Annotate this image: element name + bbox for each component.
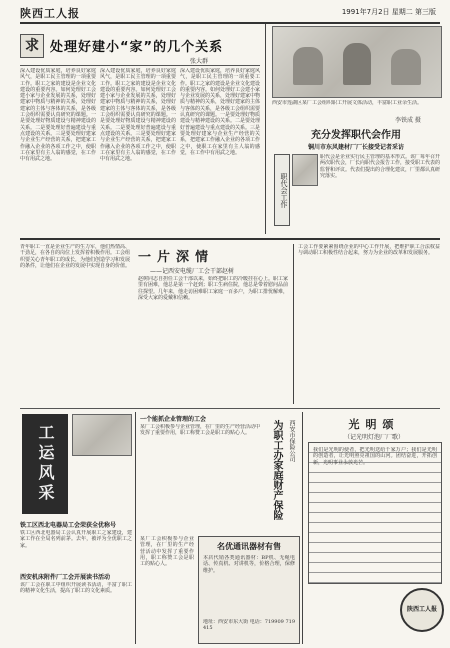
column-rule <box>293 244 294 404</box>
lead-byline: 张大群 <box>190 58 209 65</box>
portrait-photo <box>292 154 318 186</box>
ad-body: 本店代销各类通讯器材：BP机、无绳电话、传真机、对讲机等，价格合理，保修维护。 <box>203 555 295 574</box>
section-divider <box>20 238 440 240</box>
lead-kicker-badge: 求 <box>20 34 44 58</box>
middle-right-body: 工会工作要紧紧围绕企业的中心工作开展，把维护职工合法权益与调动职工积极性结合起来，努力为企业的改革和发展服务。 <box>298 244 440 257</box>
date-line: 1991年7月2日 星期二 第三版 <box>341 8 436 16</box>
feature-subtitle: ——记西安电缆厂工会干部赵树 <box>150 268 235 275</box>
photo-figure <box>293 47 323 85</box>
song-lyrics: 我们是光明的使者，把光明送给千家万户；我们是光明的创造者，让光明照亮祖国的山河。团结奋进，开拓创新，光明事业永放光芒。 <box>313 447 437 466</box>
feature-body: 赵树同志自担任工会干部以来，始终把职工的冷暖挂在心上。职工家里有困难，他总是第一个赶到；职工生病住院，他总是带着慰问品前往探望。几年来，他走访困难职工家庭一百多户，为职工排忧解难，深受大家的爱戴和信赖。 <box>138 276 288 301</box>
lead-headline: 处理好建小“家”的几个关系 <box>50 40 224 55</box>
right-subhead: 铜川市东风建材厂厂长接受记者采访 <box>307 144 404 151</box>
lead-body-col1: 深入建设优质家庭，培养良好家庭风气，是职工民主管理的一项重要工作。职工之家的建设是企业文化建设的重要内容。如何处理好工会建小家与企业发展的关系，处理好建家中物质与精神的关系，处理好建家的主体与客体的关系，是各级工会组织需要认真研究的课题。一是要处理好物质建设与精神建设的关系。二是要处理好普遍建设与重点建设的关系。三是要处理好建家与企业生产经营的关系，把建家工作融入企业的各项工作之中，使职工在家里有主人翁的感觉，在工作中有用武之地。 <box>20 68 96 163</box>
photo-figure <box>343 43 371 85</box>
bottom-left-headline-b: 西安机床附件厂工会开展读书活动 <box>20 574 111 581</box>
bottom-middle-body-2: 某厂工会积极参与企业管理，在厂里的生产经营活动中发挥了重要作用，职工称赞工会是职工的贴心人。 <box>140 536 194 568</box>
music-score <box>308 442 442 584</box>
divider <box>20 65 260 66</box>
section-divider <box>20 408 440 409</box>
right-body: 职代会是企业实行民主管理的基本形式。该厂每年召开两次职代会，厂长向职代会报告工作，接受职工代表的监督和评议。代表们提出的合理化建议，厂里都认真研究落实。 <box>320 154 440 179</box>
section-label: 职代会工作 <box>274 154 290 226</box>
bottom-left-body-b: 该厂工会在职工中组织开展读书活动，丰富了职工的精神文化生活，提高了职工的文化素质。 <box>20 582 132 595</box>
feature-title-area <box>138 244 288 266</box>
column-rule <box>265 24 266 234</box>
song-subtitle: （记光明灯泡厂厂歌） <box>343 434 404 441</box>
feature-title: 一片深情 <box>138 250 215 265</box>
photo-figure <box>391 49 421 85</box>
newspaper-seal: 陕西工人报 <box>400 588 444 632</box>
song-title: 光明颂 <box>348 418 400 431</box>
column-rule <box>135 412 136 644</box>
middle-left-body: 青年职工一直是企业生产的生力军，他们热情高、干劲足，在各自的岗位上发挥着积极作用。工会组织要关心青年职工的成长，为他们创造学习和发展的条件，让他们在企业的发展中实现自身的价值。 <box>20 244 130 269</box>
photo-caption: 西安市莲湖区某厂工会组织职工开展文体活动，丰富职工业余生活。 <box>272 100 423 106</box>
small-photo <box>72 414 132 456</box>
news-photo <box>272 26 442 98</box>
bottom-middle-headline: 一个能抓企业管理的工会 <box>140 416 207 423</box>
vertical-headline: 为职工办家庭财产保险 <box>271 420 282 520</box>
lead-body-col3: 深入建设优质家庭，培养良好家庭风气，是职工民主管理的一项重要工作。职工之家的建设是企业文化建设的重要内容。如何处理好工会建小家与企业发展的关系，处理好建家中物质与精神的关系，处理好建家的主体与客体的关系，是各级工会组织需要认真研究的课题。一是要处理好物质建设与精神建设的关系。二是要处理好普遍建设与重点建设的关系。三是要处理好建家与企业生产经营的关系，把建家工作融入企业的各项工作之中，使职工在家里有主人翁的感觉，在工作中有用武之地。 <box>180 68 260 156</box>
ad-contact: 地址：西安市东大街 电话：719909 719415 <box>203 619 295 632</box>
lead-body-col2: 深入建设优质家庭，培养良好家庭风气，是职工民主管理的一项重要工作。职工之家的建设是企业文化建设的重要内容。如何处理好工会建小家与企业发展的关系，处理好建家中物质与精神的关系，处理好建家的主体与客体的关系，是各级工会组织需要认真研究的课题。一是要处理好物质建设与精神建设的关系。二是要处理好普遍建设与重点建设的关系。三是要处理好建家与企业生产经营的关系，把建家工作融入企业的各项工作之中，使职工在家里有主人翁的感觉，在工作中有用武之地。 <box>100 68 176 163</box>
masthead <box>20 4 440 24</box>
section-logo: 工运风采 <box>22 414 68 514</box>
insurance-org: 西安市保险公司 <box>288 420 295 462</box>
right-headline: 充分发挥职代会作用 <box>311 130 401 141</box>
bottom-left-body-a: 铁工区西北电器局工会认真开展职工之家建设，建家工作在全局名列前茅。去年，被评为全优职工之家。 <box>20 530 132 549</box>
newspaper-title: 陕西工人报 <box>20 7 80 20</box>
column-rule <box>302 412 303 644</box>
bottom-middle-body: 某厂工会积极参与企业管理，在厂里的生产经营活动中发挥了重要作用，职工称赞工会是职工的贴心人。 <box>140 424 260 437</box>
ad-box <box>198 536 300 644</box>
ad-title: 名优通讯器材有售 <box>217 542 281 551</box>
bottom-left-headline-a: 铁工区西北电器局工会荣获全优称号 <box>20 522 117 529</box>
photo-credit: 李铁成 摄 <box>395 117 421 124</box>
lead-headline-area <box>20 28 260 64</box>
